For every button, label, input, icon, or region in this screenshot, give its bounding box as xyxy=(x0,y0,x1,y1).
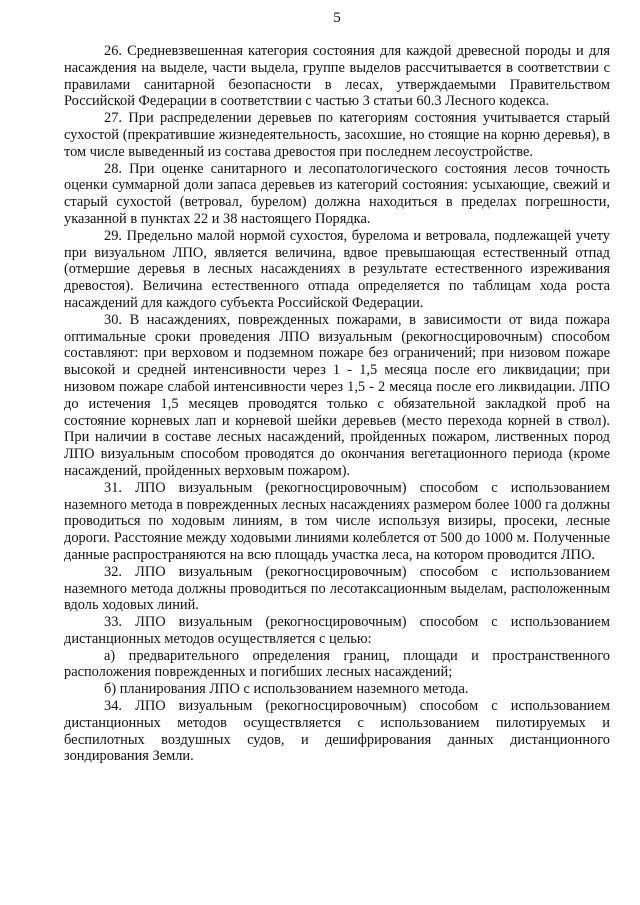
paragraph-33: 33. ЛПО визуальным (рекогносцировочным) способом с использованием дистанционных методов осуществляется с целью: xyxy=(64,614,610,647)
paragraph-33-b: б) планирования ЛПО с использованием наземного метода. xyxy=(104,681,469,698)
paragraph-33-a: а) предварительного определения границ, площади и пространственного расположения поврежденных и погибших лесных насаждений; xyxy=(64,647,610,681)
paragraph-31: 31. ЛПО визуальным (рекогносцировочным) способом с использованием наземного метода в поврежденных лесных насаждениях размером более 1000 га должны проводиться по ходовым линиям, в том числе используя визиры, просеки, лесные дороги. Расстояние между ходовыми линиями колеблется от 500 до 1000 м. Полученные данные распространяются на всю площадь участка леса, на котором проводится ЛПО. xyxy=(64,479,610,563)
page-number: 5 xyxy=(333,10,341,26)
paragraph-30: 30. В насаждениях, поврежденных пожарами, в зависимости от вида пожара оптимальные сроки проведения ЛПО визуальным (рекогносцировочным) способом составляют: при верховом и подземном пожаре без ограничений; при низовом пожаре высокой и средней интенсивности через 1 - 1,5 месяца после его ликвидации; при низовом пожаре слабой интенсивности через 1,5 - 2 месяца после его ликвидации. ЛПО до истечения 1,5 месяцев проводятся только с обязательной закладкой проб на состояние корневых лап и корневой шейки деревьев (место перехода корней в ствол). При наличии в составе лесных насаждений, пройденных пожаром, лиственных пород ЛПО визуальным способом проводятся до окончания вегетационного периода (кроме насаждений, пройденных верховым пожаром). xyxy=(64,311,610,479)
paragraph-27: 27. При распределении деревьев по категориям состояния учитывается старый сухостой (прекратившие жизнедеятельность, засохшие, но стоящие на корню деревья), в том числе выведенный из состава древостоя при последнем лесоустройстве. xyxy=(64,110,610,160)
paragraph-32: 32. ЛПО визуальным (рекогносцировочным) способом с использованием наземного метода должны проводиться по лесотаксационным выделам, расположенным вдоль ходовых линий. xyxy=(64,563,610,614)
paragraph-28: 28. При оценке санитарного и лесопатологического состояния лесов точность оценки суммарной доли запаса деревьев из категорий состояния: усыхающие, свежий и старый сухостой (ветровал, бурелом) должна находиться в пределах погрешности, указанной в пунктах 22 и 38 настоящего Порядка. xyxy=(64,160,610,227)
paragraph-29: 29. Предельно малой нормой сухостоя, бурелома и ветровала, подлежащей учету при визуальном ЛПО, является величина, вдвое превышающая естественный отпад (отмершие деревья в лесных насаждениях в результате естественного изреживания древостоя). Величина естественного отпада определяется по таблицам хода роста насаждений для каждого субъекта Российской Федерации. xyxy=(64,227,610,311)
paragraph-34: 34. ЛПО визуальным (рекогносцировочным) способом с использованием дистанционных методов осуществляется с использованием пилотируемых и беспилотных воздушных судов, и дешифрирования данных дистанционного зондирования Земли. xyxy=(64,698,610,765)
paragraph-26: 26. Средневзвешенная категория состояния для каждой древесной породы и для насаждения на выделе, части выдела, группе выделов рассчитывается в соответствии с правилами санитарной безопасности в лесах, утверждаемыми Правительством Российской Федерации в соответствии с частью 3 статьи 60.3 Лесного кодекса. xyxy=(64,43,610,110)
